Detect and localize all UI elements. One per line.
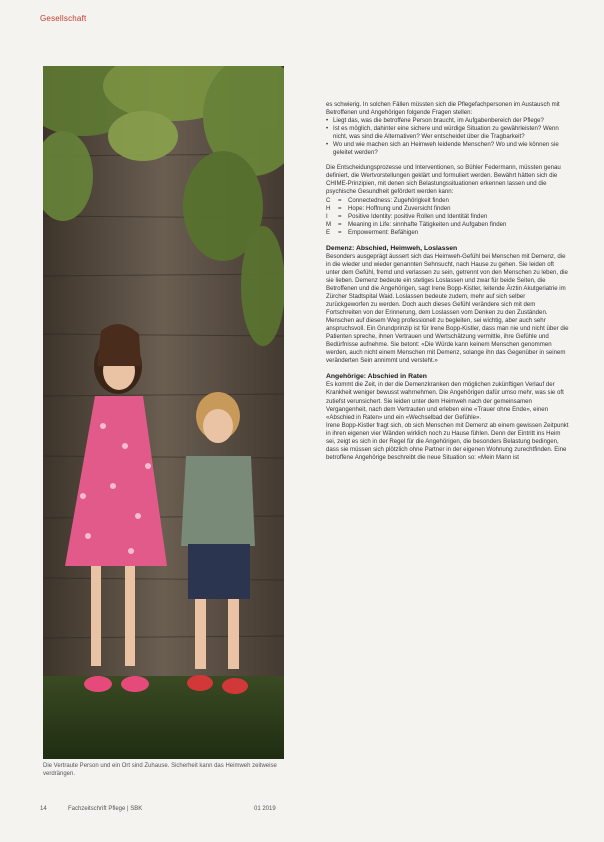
chime-equals: = (338, 212, 342, 220)
chime-letter: I (326, 212, 328, 220)
photo-caption: Die Vertraute Person und ein Ort sind Zuhause. Sicherheit kann das Heimweh zeitweise verdrängen. (43, 763, 277, 777)
chime-text: Hope: Hoffnung und Zuversicht finden (348, 204, 451, 212)
relatives-paragraph-1: Es kommt die Zeit, in der die Demenzkranken den möglichen zukünftigen Verlauf der Krankheit weniger bewusst wahrnehmen. Die Angehörigen dafür umso mehr, was sie oft zutiefst verunsichert. Sie leiden unter dem Heimweh nach der gemeinsamen Vergangenheit, nach dem Vertrauten und erleben eine «Trauer ohne Ende», einen «Abschied in Raten» und ein «Wechselbad der Gefühle». (326, 381, 564, 421)
issue-label: 01 2019 (254, 806, 276, 812)
chime-list (326, 197, 569, 237)
intro-paragraph: es schwierig. In solchen Fällen müssten sich die Pflegefachpersonen im Austausch mit Betroffenen und Angehörigen folgende Fragen stellen: (326, 101, 560, 117)
chime-intro-paragraph: Die Entscheidungsprozesse und Interventionen, so Bühler Federmann, müssten genau definiert, die Wertvorstellungen geklärt und formuliert werden. Bewährt hätten sich die CHIME-Prinzipien, mit denen sich Belastungssituationen erkennen lassen und die psychische Gesundheit gefördert werden kann: (326, 164, 561, 196)
chime-letter: M (326, 220, 332, 228)
journal-title: Fachzeitschrift Pflege | SBK (68, 806, 143, 812)
question-list (326, 117, 569, 157)
chime-text: Meaning in Life: sinnhafte Tätigkeiten und Aufgaben finden (348, 220, 507, 228)
question-item: • Wo und wie machen sich an Heimweh leidende Menschen? Wo und wie können sie geleitet werden? (326, 141, 569, 157)
chime-text: Connectedness: Zugehörigkeit finden (348, 196, 449, 204)
relatives-paragraph-2: Irene Bopp-Kistler fragt sich, ob sich Menschen mit Demenz ab einem gewissen Zeitpunkt in ihren eigenen vier Wänden wirklich noch zu Hause fühlen. Denn der Eintritt ins Heim sei, zeigt es sich in der Regel für die Angehörigen, die besonders Belastung bedingen, dass sie müssen sich plötzlich ohne Partner in der eigenen Wohnung zurechtfinden. Eine betroffene Angehörige beschreibt die neue Situation so: «Mein Mann ist (326, 421, 569, 461)
section-heading-dementia: Demenz: Abschied, Heimweh, Loslassen (326, 244, 458, 252)
chime-letter: H (326, 204, 331, 212)
chime-text: Empowerment: Befähigen (348, 228, 419, 236)
chime-equals: = (338, 204, 342, 212)
chime-letter: E (326, 228, 331, 236)
section-label: Gesellschaft (40, 14, 87, 23)
page-number: 14 (40, 806, 47, 812)
chime-equals: = (338, 220, 342, 228)
chime-equals: = (338, 196, 342, 204)
article-photo (43, 66, 284, 759)
article-column (326, 101, 569, 462)
grass (43, 676, 284, 759)
chime-letter: C (326, 196, 331, 204)
chime-equals: = (338, 228, 342, 236)
section-heading-relatives: Angehörige: Abschied in Raten (326, 373, 427, 381)
question-item: • Liegt das, was die betroffene Person braucht, im Aufgabenbereich der Pflege? (326, 117, 569, 125)
children-photo-illustration (43, 66, 284, 759)
chime-text: Positive Identity: positive Rollen und Identität finden (348, 212, 488, 220)
question-item: • Ist es möglich, dahinter eine sichere und würdige Situation zu gewährleisten? Wenn nicht, was sind die Alternativen? Wer entscheidet über die Tragbarkeit? (326, 125, 569, 141)
dementia-paragraph: Besonders ausgeprägt äussert sich das Heimweh-Gefühl bei Menschen mit Demenz, die in die wieder und wieder genannten Sehnsucht, nach Hause zu gehen. Sie leiden oft unter dem Gefühl, fremd und verlassen zu sein, getrennt von den Menschen zu leben, die sie lieben. Demenz bedeute ein stetiges Loslassen und zwar für beide Seiten, die Betroffenen und die Angehörigen, sagt Irene Bopp-Kistler, leitende Ärztin Akutgeriatrie im Zürcher Stadtspital Waid. Loslassen bedeute zudem, mehr auf sich selber zurückgeworfen zu werden. Doch auch dieses Gefühl verändere sich mit dem Fortschreiten von der Erinnerung, dem Loslassen vom Denken zu den Zuständen. Menschen auf diesem Weg professionell zu begleiten, sei wichtig, aber auch sehr anspruchsvoll. Ein Grundprinzip ist für Irene Bopp-Kistler, dass man nie und nicht über die Patienten spreche, ihnen Vertrauen und Wertschätzung vermittle, ihre Gefühle und Bedürfnisse aufnehme. Sie betont: «Die Würde kann keinem Menschen genommen werden, auch nicht einem Menschen mit Demenz, solange ihn das Gegenüber in seinem veränderten Sein annimmt und versteht.» (326, 252, 569, 365)
